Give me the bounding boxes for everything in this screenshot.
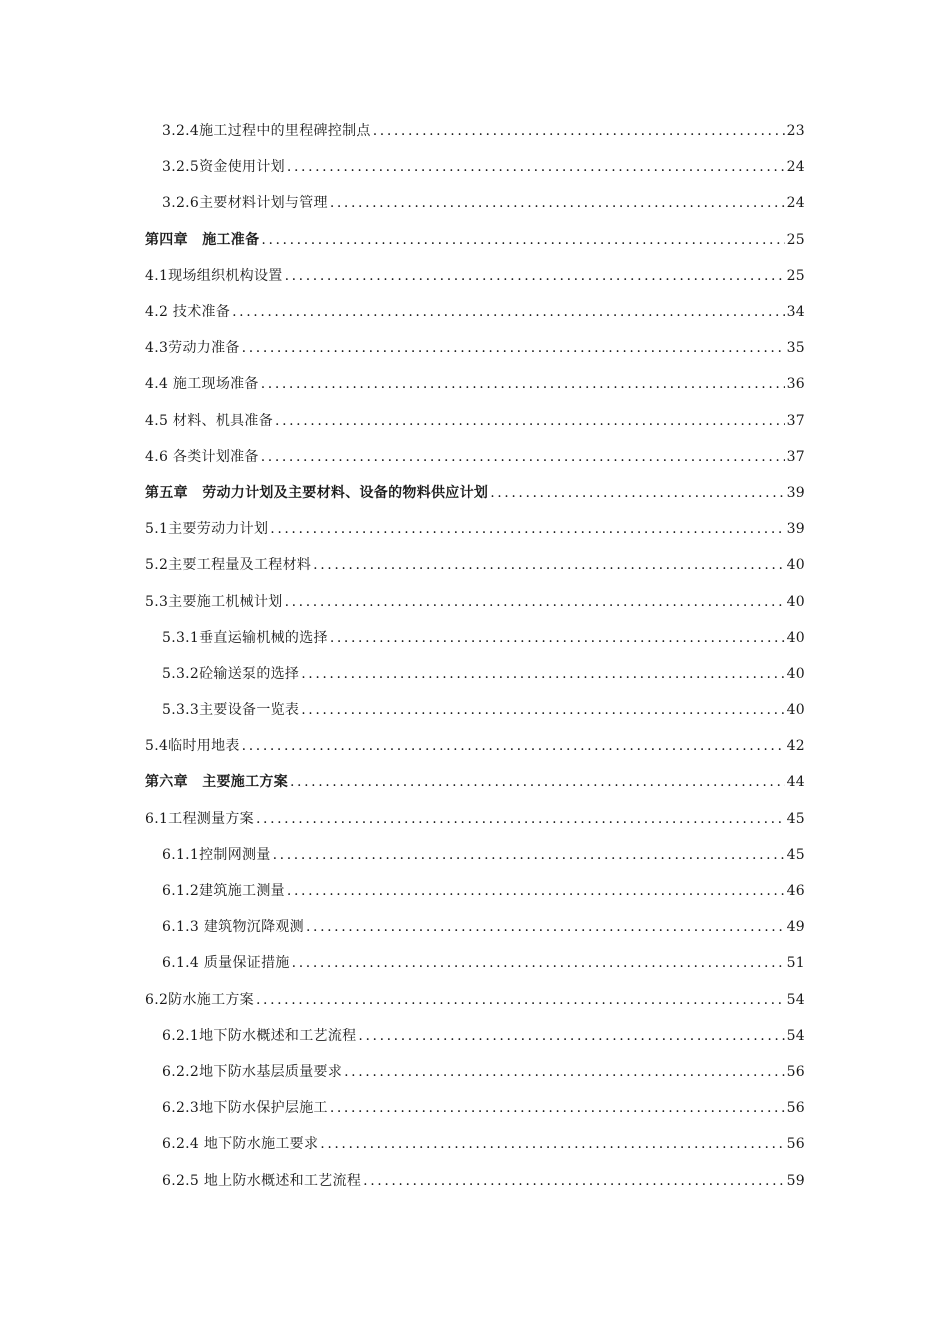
- toc-chapter-entry[interactable]: [0, 474, 950, 510]
- toc-page-number: 45: [786, 846, 805, 863]
- dot-leader: [242, 738, 785, 754]
- toc-entry-line: [145, 591, 950, 611]
- toc-entry-title: 3.2.6主要材料计划与管理: [162, 195, 328, 212]
- toc-entry-line: [145, 518, 950, 538]
- toc-page-number: 40: [786, 629, 805, 646]
- toc-entry-title: 第六章 主要施工方案: [145, 774, 288, 791]
- toc-entry[interactable]: [0, 257, 950, 293]
- toc-entry-title: 4.1现场组织机构设置: [145, 267, 283, 284]
- toc-entry-line: [145, 446, 950, 466]
- toc-entry-line: [162, 699, 950, 719]
- dot-leader: [287, 883, 785, 899]
- toc-page-number: 37: [786, 412, 805, 429]
- dot-leader: [261, 449, 785, 465]
- toc-page-number: 56: [786, 1136, 805, 1153]
- toc-entry-line: [145, 482, 950, 502]
- toc-entry-line: [145, 373, 950, 393]
- toc-entry-title: 5.3主要施工机械计划: [145, 593, 283, 610]
- toc-entry[interactable]: [0, 944, 950, 980]
- dot-leader: [320, 1136, 784, 1152]
- toc-entry-title: 6.2.2地下防水基层质量要求: [162, 1063, 343, 1080]
- toc-entry[interactable]: [0, 1053, 950, 1089]
- toc-entry-title: 4.5 材料、机具准备: [145, 412, 274, 429]
- toc-entry-title: 5.1主要劳动力计划: [145, 521, 269, 538]
- toc-entry[interactable]: [0, 1089, 950, 1125]
- toc-entry-title: 4.6 各类计划准备: [145, 448, 259, 465]
- toc-chapter-entry[interactable]: [0, 763, 950, 799]
- toc-entry-title: 5.3.2砼输送泵的选择: [162, 665, 300, 682]
- toc-entry-title: 5.4临时用地表: [145, 738, 240, 755]
- dot-leader: [363, 1173, 784, 1189]
- toc-page-number: 34: [786, 304, 805, 321]
- dot-leader: [285, 594, 785, 610]
- dot-leader: [256, 811, 785, 827]
- toc-entry-title: 6.2防水施工方案: [145, 991, 254, 1008]
- dot-leader: [256, 992, 785, 1008]
- toc-chapter-entry[interactable]: [0, 221, 950, 257]
- toc-entry-title: 6.1.2建筑施工测量: [162, 883, 285, 900]
- toc-entry-line: [162, 952, 950, 972]
- dot-leader: [358, 1028, 784, 1044]
- toc-page-number: 51: [786, 955, 805, 972]
- toc-page-number: 40: [786, 557, 805, 574]
- toc-entry[interactable]: [0, 329, 950, 365]
- toc-entry-title: 第四章 施工准备: [145, 231, 260, 248]
- toc-entry[interactable]: [0, 582, 950, 618]
- toc-entry[interactable]: [0, 655, 950, 691]
- toc-entry-title: 5.3.3主要设备一览表: [162, 702, 300, 719]
- toc-entry-title: 6.1.1控制网测量: [162, 846, 271, 863]
- toc-entry-line: [162, 1061, 950, 1081]
- toc-entry[interactable]: [0, 727, 950, 763]
- toc-page-number: 35: [786, 340, 805, 357]
- toc-entry-title: 6.2.3地下防水保护层施工: [162, 1100, 328, 1117]
- toc-page-number: 56: [786, 1100, 805, 1117]
- toc-page-number: 24: [786, 195, 805, 212]
- toc-entry-line: [145, 554, 950, 574]
- dot-leader: [373, 123, 785, 139]
- toc-entry-title: 3.2.4施工过程中的里程碑控制点: [162, 123, 371, 140]
- toc-entry-line: [145, 808, 950, 828]
- toc-entry-line: [145, 337, 950, 357]
- toc-entry-title: 5.2主要工程量及工程材料: [145, 557, 312, 574]
- toc-entry[interactable]: [0, 800, 950, 836]
- dot-leader: [344, 1064, 784, 1080]
- table-of-contents: [0, 112, 950, 1198]
- toc-entry-title: 3.2.5资金使用计划: [162, 159, 285, 176]
- toc-page-number: 44: [786, 774, 805, 791]
- dot-leader: [275, 413, 785, 429]
- toc-entry[interactable]: [0, 981, 950, 1017]
- toc-entry-title: 6.1.4 质量保证措施: [162, 955, 290, 972]
- toc-page-number: 49: [786, 919, 805, 936]
- toc-entry-line: [162, 192, 950, 212]
- toc-entry-line: [162, 627, 950, 647]
- toc-entry[interactable]: [0, 1017, 950, 1053]
- dot-leader: [242, 340, 785, 356]
- toc-page-number: 40: [786, 593, 805, 610]
- toc-page-number: 36: [786, 376, 805, 393]
- toc-page-number: 23: [786, 123, 805, 140]
- dot-leader: [261, 232, 784, 248]
- toc-entry-line: [145, 989, 950, 1009]
- toc-entry-line: [162, 663, 950, 683]
- toc-page-number: 45: [786, 810, 805, 827]
- dot-leader: [232, 304, 784, 320]
- toc-entry[interactable]: [0, 112, 950, 148]
- toc-page-number: 39: [786, 484, 805, 501]
- toc-entry-line: [162, 156, 950, 176]
- toc-page-number: 24: [786, 159, 805, 176]
- dot-leader: [273, 847, 785, 863]
- toc-page-number: 39: [786, 521, 805, 538]
- toc-entry-line: [162, 1133, 950, 1153]
- toc-entry-title: 第五章 劳动力计划及主要材料、设备的物料供应计划: [145, 484, 489, 501]
- toc-entry-line: [145, 301, 950, 321]
- dot-leader: [313, 557, 784, 573]
- toc-entry[interactable]: [0, 691, 950, 727]
- toc-page-number: 46: [786, 883, 805, 900]
- toc-entry[interactable]: [0, 510, 950, 546]
- toc-entry-line: [162, 1025, 950, 1045]
- toc-page-number: 40: [786, 702, 805, 719]
- toc-entry[interactable]: [0, 619, 950, 655]
- toc-entry-title: 5.3.1垂直运输机械的选择: [162, 629, 328, 646]
- toc-entry-line: [145, 410, 950, 430]
- toc-page-number: 40: [786, 665, 805, 682]
- toc-entry-title: 6.1工程测量方案: [145, 810, 254, 827]
- dot-leader: [490, 485, 784, 501]
- toc-entry[interactable]: [0, 1125, 950, 1161]
- toc-entry-line: [162, 880, 950, 900]
- toc-entry-title: 6.2.4 地下防水施工要求: [162, 1136, 319, 1153]
- toc-page-number: 54: [786, 1027, 805, 1044]
- toc-entry-line: [162, 916, 950, 936]
- dot-leader: [301, 666, 784, 682]
- toc-entry-line: [145, 265, 950, 285]
- toc-entry[interactable]: [0, 148, 950, 184]
- toc-entry[interactable]: [0, 546, 950, 582]
- toc-entry-title: 4.2 技术准备: [145, 304, 231, 321]
- dot-leader: [270, 521, 784, 537]
- toc-entry-title: 4.4 施工现场准备: [145, 376, 259, 393]
- toc-entry-title: 6.2.5 地上防水概述和工艺流程: [162, 1172, 362, 1189]
- toc-entry[interactable]: [0, 184, 950, 220]
- toc-page-number: 37: [786, 448, 805, 465]
- toc-entry[interactable]: [0, 438, 950, 474]
- dot-leader: [285, 268, 785, 284]
- toc-entry-line: [145, 771, 950, 791]
- toc-entry[interactable]: [0, 836, 950, 872]
- toc-page-number: 25: [786, 267, 805, 284]
- toc-entry[interactable]: [0, 365, 950, 401]
- toc-entry-line: [162, 844, 950, 864]
- toc-entry[interactable]: [0, 908, 950, 944]
- dot-leader: [330, 630, 785, 646]
- dot-leader: [287, 159, 785, 175]
- dot-leader: [292, 955, 785, 971]
- dot-leader: [330, 1100, 785, 1116]
- toc-entry[interactable]: [0, 402, 950, 438]
- toc-entry-line: [162, 120, 950, 140]
- toc-page-number: 25: [786, 231, 805, 248]
- toc-entry-title: 4.3劳动力准备: [145, 340, 240, 357]
- toc-page-number: 42: [786, 738, 805, 755]
- toc-entry-title: 6.2.1地下防水概述和工艺流程: [162, 1027, 357, 1044]
- toc-entry[interactable]: [0, 293, 950, 329]
- toc-page-number: 54: [786, 991, 805, 1008]
- dot-leader: [306, 919, 785, 935]
- dot-leader: [301, 702, 784, 718]
- toc-entry-line: [162, 1170, 950, 1190]
- toc-entry-title: 6.1.3 建筑物沉降观测: [162, 919, 304, 936]
- dot-leader: [330, 195, 785, 211]
- toc-entry-line: [145, 229, 950, 249]
- dot-leader: [261, 376, 785, 392]
- toc-page-number: 56: [786, 1063, 805, 1080]
- toc-entry-line: [145, 735, 950, 755]
- toc-entry[interactable]: [0, 1161, 950, 1197]
- toc-entry[interactable]: [0, 872, 950, 908]
- toc-entry-line: [162, 1097, 950, 1117]
- toc-page-number: 59: [786, 1172, 805, 1189]
- dot-leader: [290, 774, 785, 790]
